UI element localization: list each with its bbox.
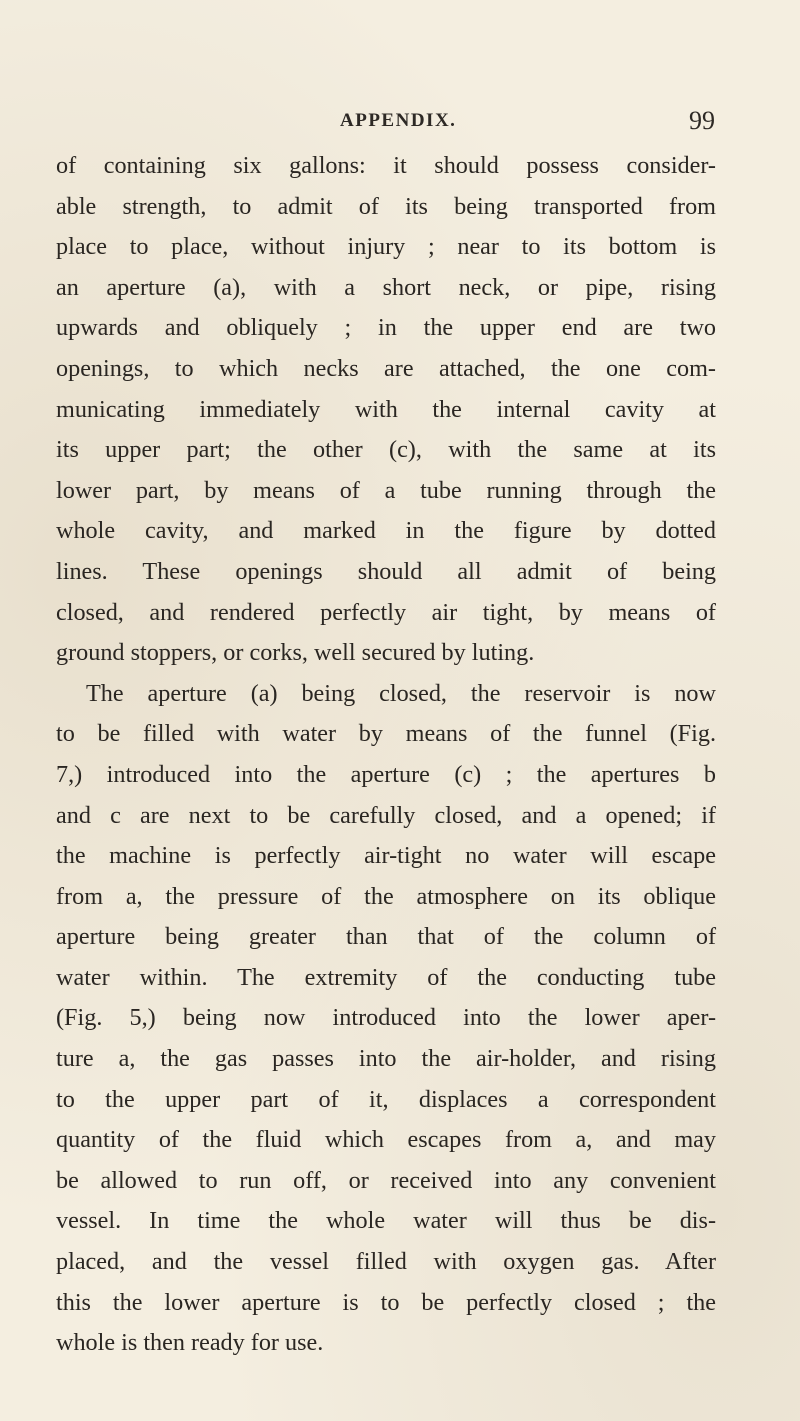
text-line: 7,) introduced into the aperture (c) ; the apertures b — [56, 760, 716, 788]
text-line: (Fig. 5,) being now introduced into the lower aper- — [56, 1004, 716, 1032]
text-line: lower part, by means of a tube running through the — [56, 476, 716, 504]
text-line: this the lower aperture is to be perfectly closed ; the — [56, 1288, 716, 1316]
body-text — [56, 146, 716, 1364]
text-line: of containing six gallons: it should possess consider- — [56, 152, 716, 179]
text-line: to be filled with water by means of the funnel (Fig. — [56, 720, 716, 748]
text-line: ture a, the gas passes into the air-holder, and rising — [56, 1045, 716, 1073]
text-line: municating immediately with the internal cavity at — [56, 395, 716, 423]
text-line: and c are next to be carefully closed, and a opened; if — [56, 801, 716, 829]
text-line: an aperture (a), with a short neck, or pipe, rising — [56, 273, 716, 301]
text-line: closed, and rendered perfectly air tight, by means of — [56, 598, 716, 626]
text-line: whole cavity, and marked in the figure by dotted — [56, 517, 716, 545]
text-line: place to place, without injury ; near to its bottom is — [56, 233, 716, 261]
text-line: placed, and the vessel filled with oxygen gas. After — [56, 1248, 716, 1276]
text-line: ground stoppers, or corks, well secured by luting. — [56, 639, 535, 667]
running-head: APPENDIX. — [340, 110, 457, 131]
text-line: whole is then ready for use. — [56, 1329, 324, 1357]
text-line: the machine is perfectly air-tight no water will escape — [56, 842, 716, 870]
text-line: aperture being greater than that of the column of — [56, 923, 716, 951]
text-line: from a, the pressure of the atmosphere on its oblique — [56, 882, 716, 910]
text-line: openings, to which necks are attached, the one com- — [56, 354, 716, 382]
text-line: upwards and obliquely ; in the upper end are two — [56, 314, 716, 342]
text-line: water within. The extremity of the conducting tube — [56, 963, 716, 991]
text-line: be allowed to run off, or received into any convenient — [56, 1166, 716, 1194]
text-line: vessel. In time the whole water will thus be dis- — [56, 1207, 716, 1235]
page-header — [340, 106, 715, 140]
text-line: quantity of the fluid which escapes from a, and may — [56, 1126, 716, 1154]
paragraph-start-line: The aperture (a) being closed, the reservoir is now — [86, 679, 716, 707]
text-line: able strength, to admit of its being transported from — [56, 192, 716, 220]
text-line: its upper part; the other (c), with the same at its — [56, 436, 716, 464]
text-line: to the upper part of it, displaces a correspondent — [56, 1085, 716, 1113]
text-line: lines. These openings should all admit of being — [56, 557, 716, 585]
page-number: 99 — [689, 106, 715, 135]
